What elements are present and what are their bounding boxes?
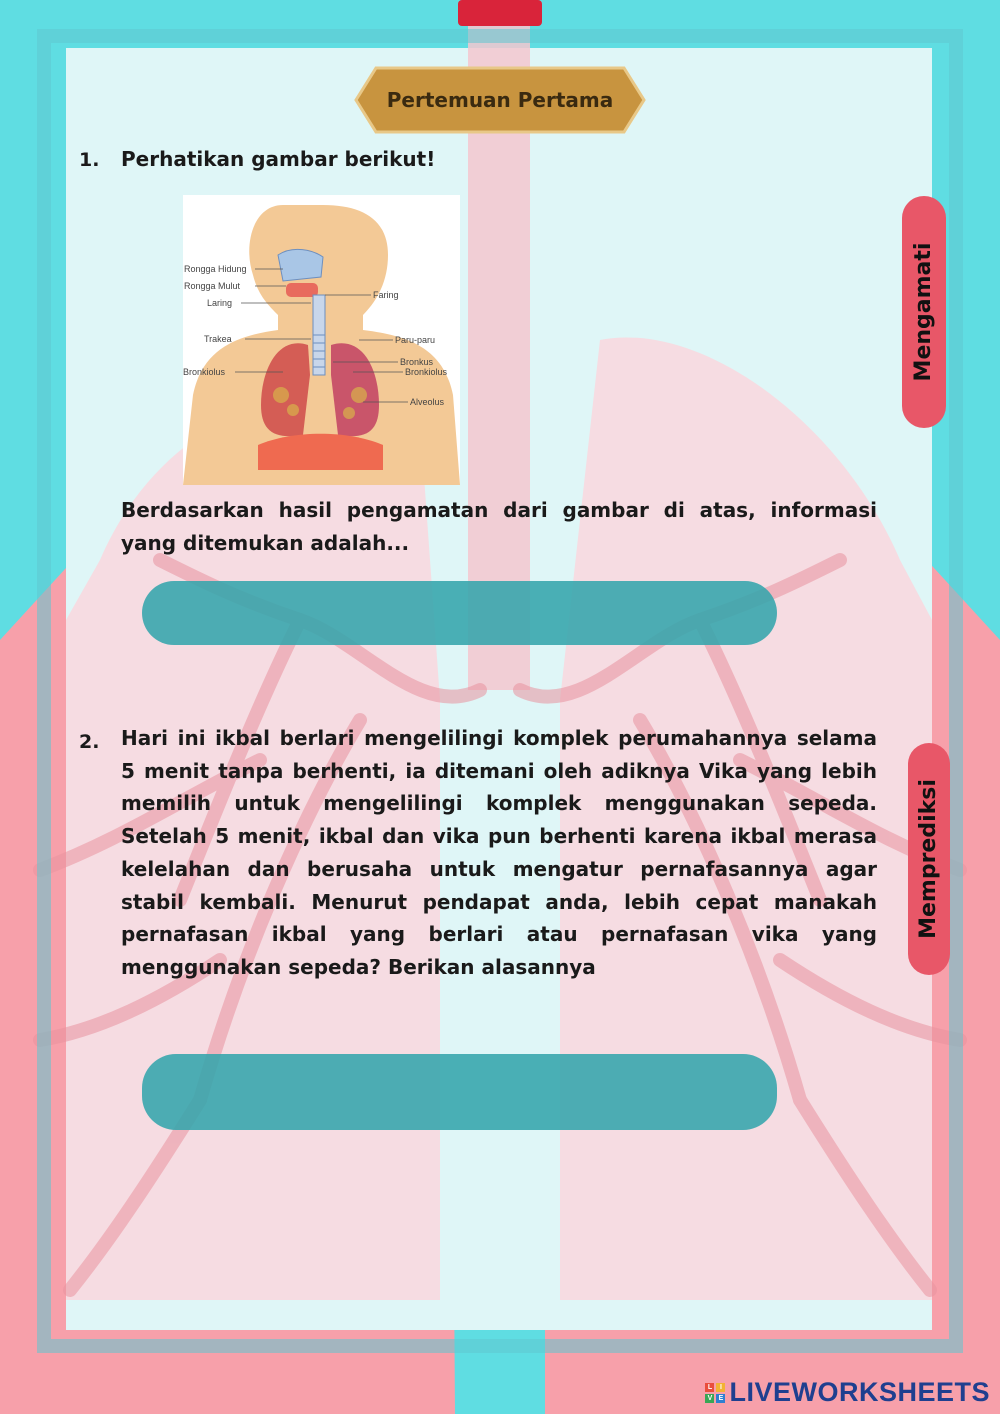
label-bronkiolus-left: Bronkiolus bbox=[183, 367, 226, 377]
label-paru-paru: Paru-paru bbox=[395, 335, 436, 345]
question-1-prompt: Perhatikan gambar berikut! bbox=[121, 147, 436, 171]
label-alveolus: Alveolus bbox=[410, 397, 445, 407]
side-tab-mengamati-label: Mengamati bbox=[911, 242, 936, 382]
nasal-cavity bbox=[278, 249, 323, 281]
answer-box-1[interactable] bbox=[142, 581, 777, 645]
logo-letter: E bbox=[716, 1394, 725, 1403]
logo-letter: L bbox=[705, 1383, 714, 1392]
footer-brand: LIVEWORKSHEETS bbox=[729, 1377, 990, 1407]
label-rongga-mulut: Rongga Mulut bbox=[184, 281, 241, 291]
banner-title: Pertemuan Pertama bbox=[386, 88, 614, 112]
logo-grid-icon bbox=[705, 1383, 725, 1403]
question-2-prompt: Hari ini ikbal berlari mengelilingi komplek perumahannya selama 5 menit tanpa berhenti, ia ditemani oleh adiknya Vika yang lebih memilih untuk mengelilingi komplek menggunakan sepeda. Setelah 5 menit, ikbal dan vika pun berhenti karena ikbal merasa kelelahan dan berusaha untuk mengatur pernafasannya agar stabil kembali. Menurut pendapat anda, lebih cepat manakah pernafasan ikbal yang berlari atau pernafasan vika yang menggunakan sepeda? Berikan alasannya bbox=[121, 726, 877, 979]
logo-letter: I bbox=[716, 1383, 725, 1392]
diaphragm bbox=[258, 434, 383, 470]
label-bronkiolus-right: Bronkiolus bbox=[405, 367, 448, 377]
respiratory-system-image bbox=[183, 195, 460, 485]
label-laring: Laring bbox=[207, 298, 233, 308]
question-2-number: 2. bbox=[79, 731, 100, 753]
logo-letter: V bbox=[705, 1394, 714, 1403]
label-trakea: Trakea bbox=[204, 334, 232, 344]
question-1-number: 1. bbox=[79, 149, 100, 171]
label-faring: Faring bbox=[373, 290, 399, 300]
liveworksheets-logo bbox=[705, 1377, 990, 1408]
question-1-followup: Berdasarkan hasil pengamatan dari gambar di atas, informasi yang ditemukan adalah... bbox=[121, 498, 877, 555]
answer-box-2[interactable] bbox=[142, 1054, 777, 1130]
side-tab-memprediksi-label: Memprediksi bbox=[916, 779, 941, 939]
label-bronkus: Bronkus bbox=[400, 357, 434, 367]
label-rongga-hidung: Rongga Hidung bbox=[184, 264, 247, 274]
trachea-top bbox=[458, 0, 542, 26]
